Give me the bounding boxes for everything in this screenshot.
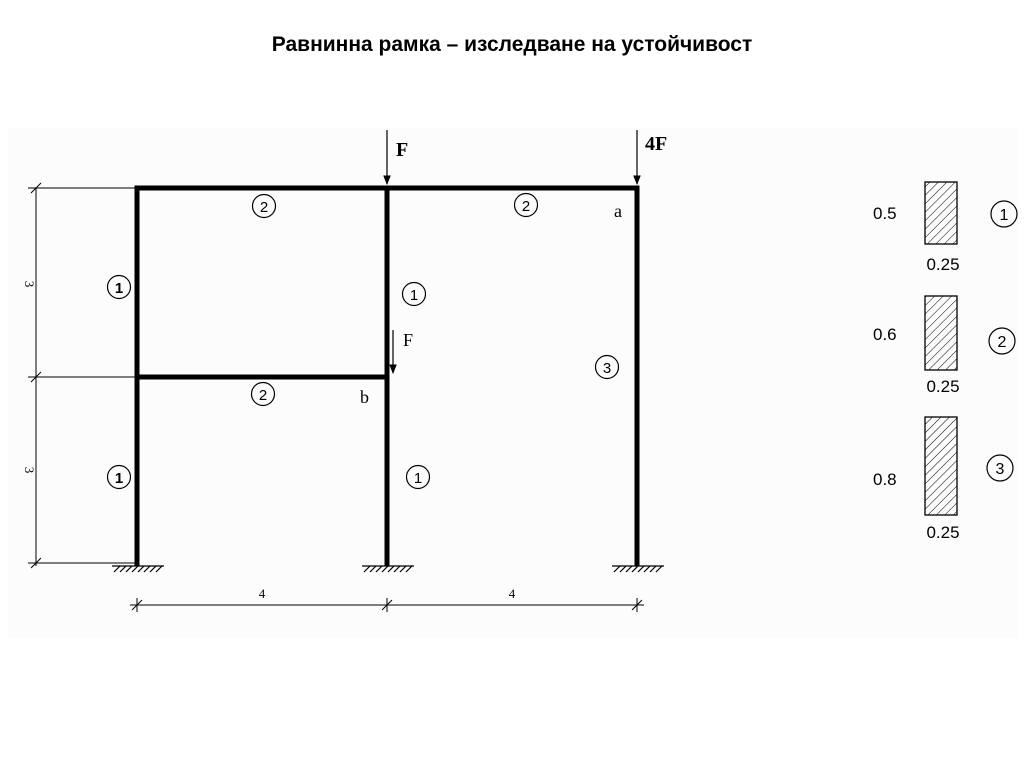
svg-text:1: 1 — [114, 280, 124, 297]
section-2-id: 2 — [997, 334, 1007, 351]
section-3-width: 0.25 — [926, 523, 960, 542]
node-label-a: a — [614, 201, 622, 221]
svg-text:3: 3 — [602, 360, 612, 377]
node-label-b: b — [360, 387, 369, 407]
section-2-height: 0.6 — [873, 325, 897, 344]
section-3-id: 3 — [995, 461, 1005, 478]
svg-text:2: 2 — [259, 199, 269, 216]
section-1-height: 0.5 — [873, 204, 897, 223]
dimension-left-lower: 3 — [22, 466, 37, 474]
dimension-bottom-left: 4 — [258, 586, 266, 601]
load-label-top-middle: F — [396, 139, 409, 161]
section-3-height: 0.8 — [873, 470, 897, 489]
svg-text:2: 2 — [521, 198, 531, 215]
svg-text:1: 1 — [114, 470, 124, 487]
dimension-bottom-right: 4 — [508, 586, 516, 601]
svg-text:2: 2 — [258, 387, 268, 404]
svg-text:1: 1 — [413, 470, 423, 487]
load-label-middle-node: F — [403, 330, 414, 350]
dimension-left-upper: 3 — [22, 280, 37, 288]
section-1-width: 0.25 — [926, 255, 960, 274]
load-label-top-right: 4F — [645, 133, 668, 155]
page-title: Равнинна рамка – изследване на устойчивост — [271, 33, 753, 56]
section-2-width: 0.25 — [926, 377, 960, 396]
section-1-id: 1 — [999, 207, 1009, 224]
svg-text:1: 1 — [409, 287, 419, 304]
scan-background — [8, 128, 1018, 638]
